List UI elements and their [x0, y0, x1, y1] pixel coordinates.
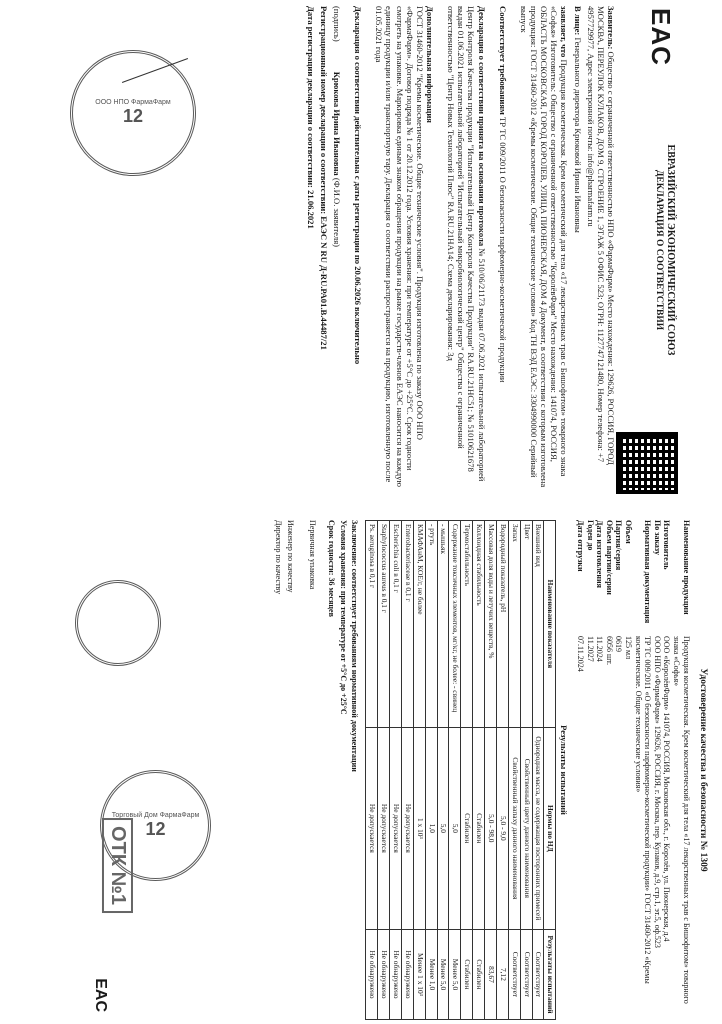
field-label: Изготовитель — [662, 520, 672, 570]
extra-block — [374, 6, 435, 494]
table-cell: Соответствует — [532, 929, 544, 1019]
table-row — [508, 521, 520, 1020]
field-label: Годен до — [585, 520, 595, 551]
column-header: Нормы по НД — [544, 727, 556, 929]
packaging-label: Первичная упаковка — [307, 520, 317, 590]
basis-block — [446, 6, 487, 494]
basis-label: Декларация о соответствии принята на основании протокола — [476, 6, 487, 247]
field-value: 11.2024 — [595, 636, 605, 662]
table-cell: Цвет — [520, 521, 532, 728]
stamp-text: Торговый Дом ФармаФарм — [111, 811, 200, 819]
claims-block — [519, 6, 570, 494]
declaration-title: ДЕКЛАРАЦИЯ О СООТВЕТСТВИИ — [654, 169, 665, 331]
table-cell: Внешний вид — [532, 521, 544, 728]
eac-logo-small: EAC — [92, 978, 109, 1012]
person-label: В лице: — [572, 6, 583, 36]
storage-conditions: Условия хранения: при температуре от +5°C до +25°C — [338, 520, 348, 715]
field-value: 125 мл — [624, 636, 634, 660]
table-row — [473, 521, 485, 1020]
table-cell: Ps. aeruginosa в 0,1 г — [366, 521, 378, 728]
table-cell: 1 х 10³ — [413, 727, 425, 929]
signer-name: Крюкова Ирина Ивановна — [332, 71, 343, 176]
table-cell: Escherichia coli в 0,1 г — [390, 521, 402, 728]
field-value: 6056 шт. — [604, 636, 614, 666]
table-row — [496, 521, 508, 1020]
field-label: По заказу — [652, 520, 662, 555]
table-cell: 1,0 — [425, 727, 437, 929]
conclusion: Заключение: соответствует требованиям нормативной документации — [350, 520, 360, 772]
table-row — [461, 521, 473, 1020]
applicant-block — [586, 6, 616, 494]
table-row — [390, 521, 402, 1020]
signature-caption: (подпись) — [332, 6, 343, 42]
column-header: Результаты испытаний — [544, 929, 556, 1019]
stamp-text: ООО НПО ФармаФарм — [95, 99, 171, 106]
applicant-label: Заявитель: — [606, 6, 616, 50]
qr-code-icon — [616, 432, 678, 494]
field-label: Дата отгрузки — [576, 520, 586, 572]
table-cell: Термостабильность — [461, 521, 473, 728]
table-cell: Менее 1 х 10³ — [413, 929, 425, 1019]
table-cell: Свойственный цвету данного наименования — [520, 727, 532, 929]
table-row — [378, 521, 390, 1020]
table-row — [449, 521, 461, 1020]
reg-number: ЕАЭС N RU Д-RU.РА01.В.44487/21 — [318, 216, 329, 350]
certificate-footer — [274, 520, 360, 1020]
director-label: Директор по качеству — [274, 520, 284, 595]
field-label: Дата изготовления — [595, 520, 605, 588]
table-header-row — [544, 521, 556, 1020]
table-cell: 5,0 — [449, 727, 461, 929]
company-stamp — [70, 50, 196, 176]
table-cell: Соответствует — [508, 929, 520, 1019]
table-cell: Enterobacteriaceae в 0,1 г — [401, 521, 413, 728]
stamp-center: 12 — [122, 106, 144, 126]
valid-label: Декларация о соответствии действительна с даты регистрации по — [353, 6, 364, 265]
table-cell: Запах — [508, 521, 520, 728]
field-value: ТР ТС 009/2011 «О безопасности парфюмерно-косметической продукции» ГОСТ 31460-2012 «Кремы косметические. Общие технические условия» — [633, 636, 653, 984]
table-cell: Не допускается — [401, 727, 413, 929]
table-cell: Не допускается — [366, 727, 378, 929]
column-header: Наименование показателя — [544, 521, 556, 728]
table-cell: Однородная масса, не содержащая посторонних примесей — [532, 727, 544, 929]
field-value: 11.2027 — [585, 636, 595, 662]
reg-date-label: Дата регистрации декларации о соответствии: — [305, 6, 316, 188]
field-label: Объем партии/серии — [604, 520, 614, 595]
table-cell: Менее 1,0 — [425, 929, 437, 1019]
table-row — [437, 521, 449, 1020]
reg-number-block — [319, 6, 329, 494]
table-cell: Соответствует — [520, 929, 532, 1019]
person-block — [572, 6, 582, 494]
table-cell: 5,0 — [437, 727, 449, 929]
table-cell: Водородный показатель, pH — [496, 521, 508, 728]
field-label: Объем — [624, 520, 634, 544]
valid-block — [353, 6, 363, 494]
extra-label: Дополнительная информация — [425, 6, 436, 123]
table-cell: 7,12 — [496, 929, 508, 1019]
signer-caption: (Ф.И.О. заявителя) — [332, 177, 343, 248]
table-cell: Стабилен — [461, 727, 473, 929]
applicant-text: Общество с ограниченной ответственностью НПО «ФармаФарм» Место нахождения: 129626, РОССИЯ, ГОРОД МОСКВА, ПЕРЕУЛОК КУЛАКОВ, ДОМ 9, СТРОЕНИЕ 1, ЭТАЖ 5 ОФИС 523; ОГРН: 1127747121480, Номер телефона: +7 4957729977, Адрес электронной почты: info@pharmafarm.ru — [585, 6, 616, 465]
basis-text: № 510/06/21173 выдан 07.06.2021 испытательной лабораторией Центр Контроля Качества продукции "Испытательный Центр Контроля Качества Продукции" RA.RU.21НС51; № 51010621678 выдан 01.06.2021 испытательной лабораторией "Испытательный микробиологический центр" Общества с ограниченной ответственностью "Центр Новых Технологий Плюс" RA.RU.21НА14; Схема декларирования: 3д — [446, 6, 487, 482]
table-cell: КМАФАнМ, КОЕ/г, не более — [413, 521, 425, 728]
conforms-text: ТР ТС 009/2011 О безопасности парфюмерно-косметической продукции — [497, 116, 508, 383]
valid-date: 20.06.2026 включительно — [353, 266, 364, 365]
reg-number-label: Регистрационный номер декларации о соответствии: — [318, 6, 329, 215]
table-cell: Staphylococcus aureus в 0,1 г — [378, 521, 390, 728]
otk-stamp: ОТК №1 — [102, 818, 133, 913]
shelf-life: Срок годности: 36 месяцев — [327, 520, 337, 617]
product-text: Продукция косметическая. Крем косметический для тела «17 лекарственных трав с Бишофитом» товарного знака «Софья» Изготовитель: Общество с ограниченной ответственностью "КоролёвФарм" Место нахождения: 141074, РОССИЯ, ОБЛАСТЬ МОСКОВСКАЯ, ГОРОД КОРОЛЕВ, УЛИЦА ПИОНЕРСКАЯ, ДОМ 4 Документ, в соответствии с которым изготовлена продукция: ГОСТ 31460-2012 «Кремы косметические. Общие технические условия» Код ТН ВЭД ЕАЭС: 3304990000 Серийный выпуск — [518, 6, 570, 488]
table-row — [485, 521, 497, 1020]
declaration-union: ЕВРАЗИЙСКИЙ ЭКОНОМИЧЕСКИЙ СОЮЗ — [665, 144, 676, 356]
table-cell: Не допускается — [378, 727, 390, 929]
round-stamp-secondary — [75, 580, 161, 666]
table-cell: Массовая доля воды и летучих веществ, % — [485, 521, 497, 728]
extra-text: ГОСТ 31460-2012 "Кремы косметические. Общие технические условия". Продукция изготовлена по заказу ООО НПО «ФармаФарм». Договор подряда № 1 от 20.12.2012 года. Условия хранения: при температуре от +5°C до +25°C. Срок годности смотреть на упаковке. Маркировка единым знаком обращения продукции на рынке государств-членов ЕАЭС наносится на каждую единицу продукции и/или транспортную тару. Декларация о соответствии распространяется на продукцию, изготовленную после 01.05.2021 года — [374, 6, 425, 487]
table-cell: Не допускается — [390, 727, 402, 929]
certificate-title: Удостоверение качества и безопасности № 1309 — [698, 668, 708, 872]
table-cell: Стабилен — [473, 929, 485, 1019]
field-value: 0619 — [614, 636, 624, 652]
field-label: Партия/серия — [614, 520, 624, 571]
table-cell: Содержание токсичных элементов, мг/кг, не более: - свинец — [449, 521, 461, 728]
results-body — [366, 521, 544, 1020]
engineer-label: Инженер по качеству — [285, 520, 295, 593]
field-label: Нормативная документация — [643, 520, 653, 624]
table-row — [401, 521, 413, 1020]
table-cell: 83,67 — [485, 929, 497, 1019]
table-row — [425, 521, 437, 1020]
table-row — [413, 521, 425, 1020]
table-cell: Свойственный запаху данного наименования — [508, 727, 520, 929]
field-label: Наименование продукции — [681, 520, 691, 615]
table-cell: - мышьяк — [437, 521, 449, 728]
results-title: Результаты испытаний — [559, 725, 570, 815]
table-cell: Стабилен — [461, 929, 473, 1019]
conforms-label: Соответствует требованиям — [497, 6, 508, 115]
table-row — [520, 521, 532, 1020]
field-value: ООО «КоролёвФарм» 141074, РОССИЯ, Московская обл., г. Королёв, ул. Пионерская, д.4 — [662, 636, 672, 942]
table-cell: Не обнаружено — [401, 929, 413, 1019]
table-cell: Менее 5,0 — [437, 929, 449, 1019]
table-cell: Менее 5,0 — [449, 929, 461, 1019]
field-value: Продукция косметическая. Крем косметический для тела «17 лекарственных трав с Бишофитом» товарного знака «Софья» — [672, 636, 691, 1004]
eac-logo: EAC — [646, 8, 676, 66]
table-cell: Не обнаружено — [366, 929, 378, 1019]
certificate-fields — [575, 520, 690, 1020]
table-cell: Не обнаружено — [390, 929, 402, 1019]
table-cell: Коллоидная стабильность — [473, 521, 485, 728]
stamp-center: 12 — [145, 818, 166, 839]
table-row — [532, 521, 544, 1020]
claims-label: заявляет, что — [559, 6, 570, 58]
field-value: 07.11.2024 — [576, 636, 586, 672]
table-row — [366, 521, 378, 1020]
signature-row — [332, 6, 342, 494]
table-cell: 5,0 - 9,0 — [496, 727, 508, 929]
results-table — [365, 520, 556, 1020]
person-text: Генерального директора Крюковой Ирины Ивановны — [572, 37, 583, 233]
table-cell: Не обнаружено — [378, 929, 390, 1019]
reg-date: 21.06.2021 — [305, 190, 316, 229]
reg-date-block — [306, 6, 316, 494]
table-cell: Стабилен — [473, 727, 485, 929]
conforms-block — [498, 6, 508, 494]
field-value: ООО НПО «ФармаФарм» 129626, РОССИЯ, г. Москва, пер. Кулаков, д.9, стр.1, эт.5, оф.523 — [652, 636, 662, 948]
table-cell: 5,0 - 98,0 — [485, 727, 497, 929]
table-cell: - ртуть — [425, 521, 437, 728]
